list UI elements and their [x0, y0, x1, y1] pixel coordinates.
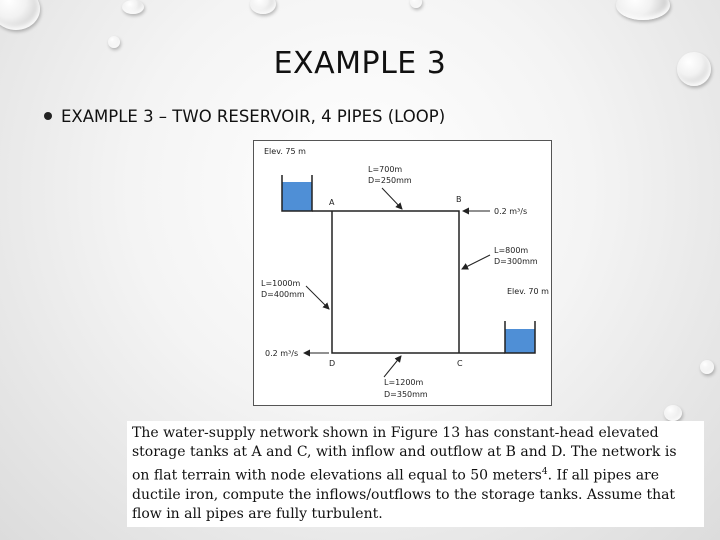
node-b-label: B: [456, 195, 462, 204]
pipe-ab-pointer-arrow: [382, 188, 402, 209]
reservoir-a-water: [282, 182, 312, 211]
pipe-bc-diameter: D=300mm: [494, 257, 538, 266]
water-drop-decoration: [616, 0, 670, 20]
problem-statement: [127, 421, 704, 527]
pipe-ab-diameter: D=250mm: [368, 176, 412, 185]
water-drop-decoration: [250, 0, 276, 14]
bullet-icon: [44, 112, 52, 120]
pipe-dc-pointer-arrow: [384, 356, 401, 377]
pipe-bc-length: L=800m: [494, 246, 529, 255]
outflow-b-label: 0.2 m³/s: [494, 207, 528, 216]
pipe-dc-diameter: D=350mm: [384, 390, 428, 399]
node-d-label: D: [329, 359, 336, 368]
problem-text-end: . If all pipes are ductile iron, compute the inflows/outflows to the storage tanks. Assume that flow in all pipes are fully turbulent.: [132, 467, 676, 522]
water-drop-decoration: [700, 360, 714, 374]
slide-title: EXAMPLE 3: [273, 46, 447, 81]
water-drop-decoration: [664, 405, 682, 421]
node-c-label: C: [457, 359, 463, 368]
water-drop-decoration: [410, 0, 422, 8]
pipe-ad-length: L=1000m: [261, 279, 301, 288]
water-drop-decoration: [122, 0, 144, 14]
pipe-loop: [312, 211, 505, 353]
pipe-network-figure: [253, 140, 552, 406]
pipe-bc-pointer-arrow: [462, 255, 490, 269]
pipe-network-diagram: [254, 141, 553, 407]
node-a-label: A: [329, 198, 335, 207]
pipe-dc-length: L=1200m: [384, 378, 424, 387]
footnote-marker: 4: [541, 466, 548, 477]
pipe-ad-pointer-arrow: [306, 286, 329, 309]
bullet-item: [44, 107, 445, 126]
reservoir-c-water: [505, 329, 535, 353]
outflow-d-label: 0.2 m³/s: [265, 349, 299, 358]
reservoir-a-label: Elev. 75 m: [264, 147, 306, 156]
pipe-ab-length: L=700m: [368, 165, 403, 174]
water-drop-decoration: [0, 0, 40, 30]
bullet-text: EXAMPLE 3 – TWO RESERVOIR, 4 PIPES (LOOP): [61, 107, 446, 126]
reservoir-c-label: Elev. 70 m: [507, 287, 549, 296]
pipe-ad-diameter: D=400mm: [261, 290, 305, 299]
problem-text-main: The water-supply network shown in Figure 13 has constant-head elevated storage tanks at A and C, with inflow and outflow at B and D. The network is on flat terrain with node elevations all equal to 50 meters: [132, 425, 677, 484]
